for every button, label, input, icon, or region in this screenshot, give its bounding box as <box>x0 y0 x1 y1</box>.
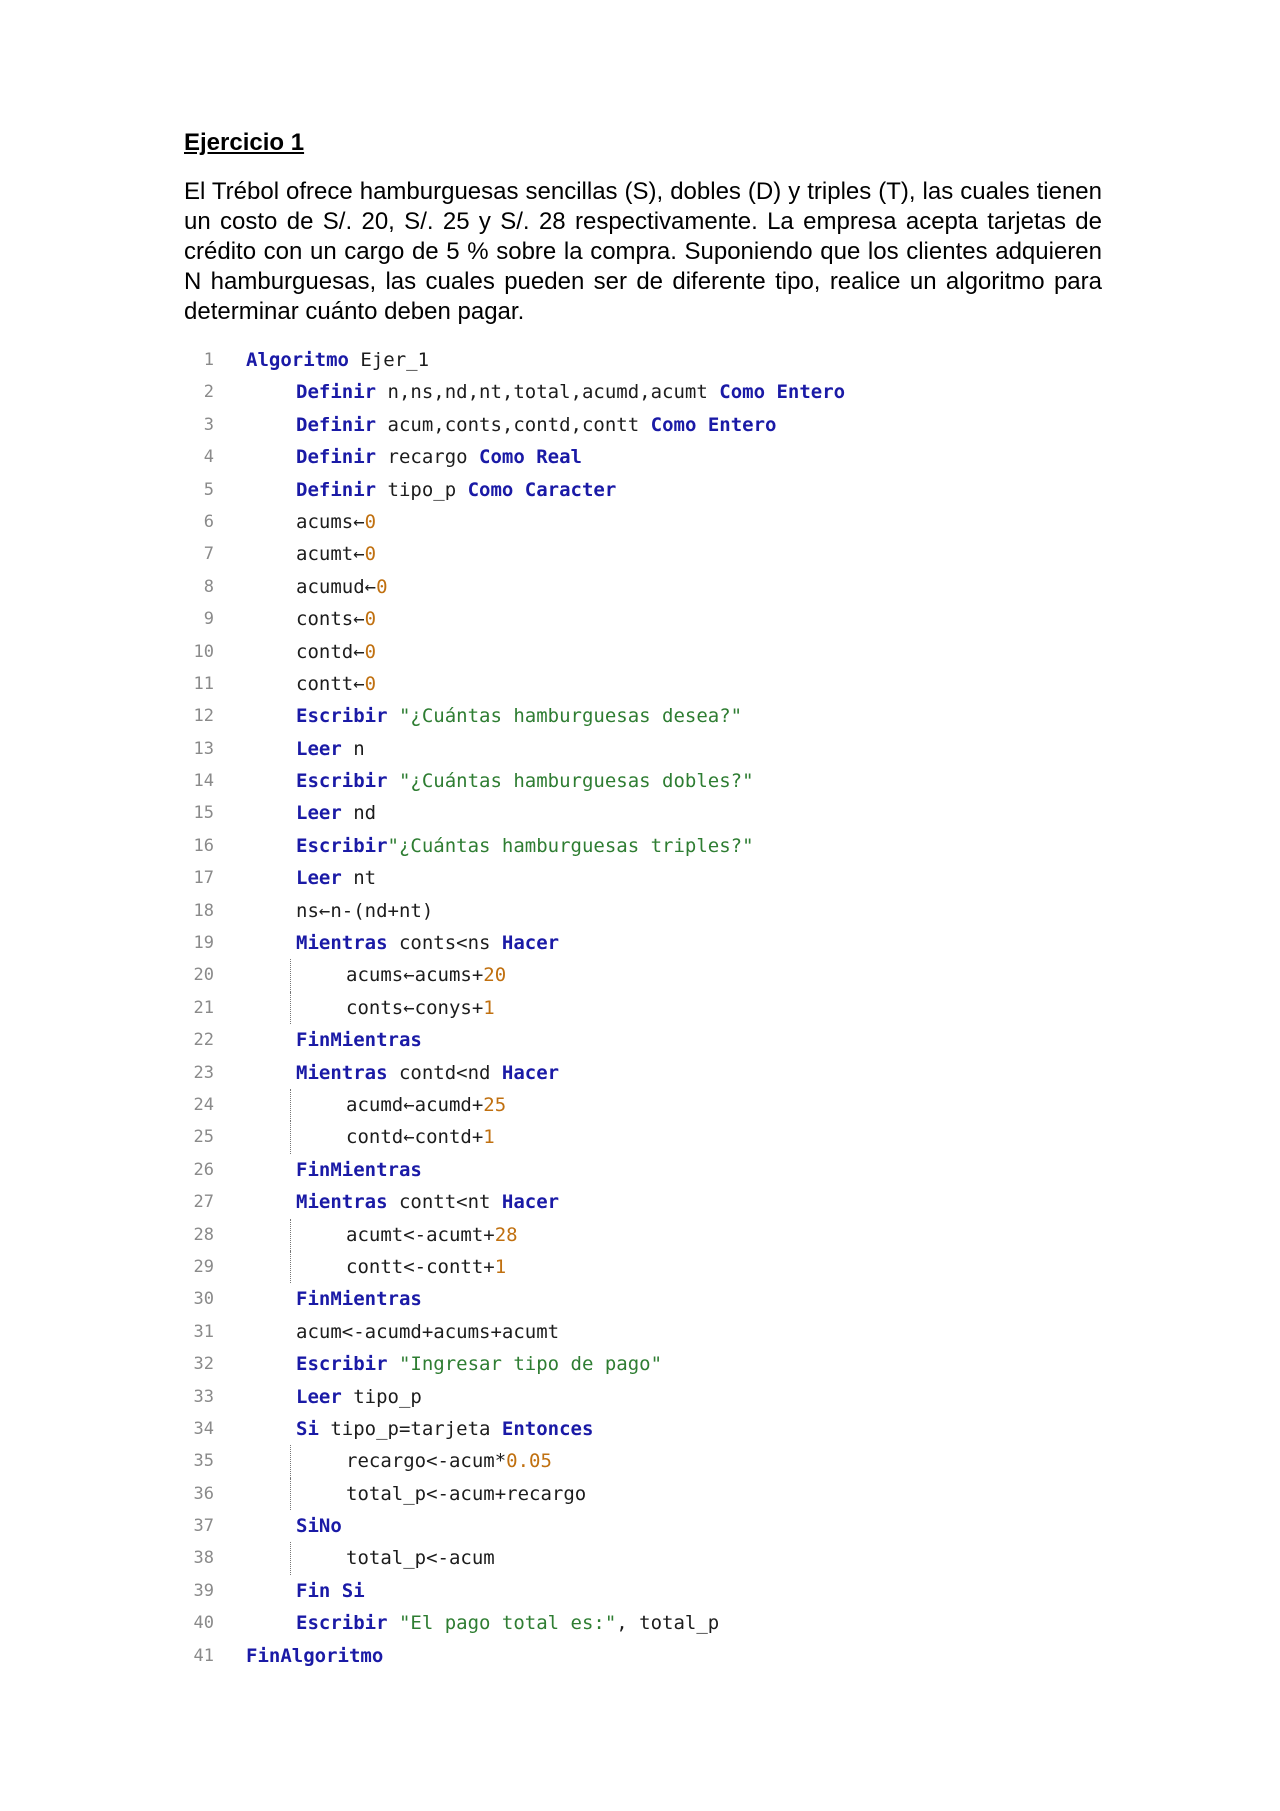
exercise-title: Ejercicio 1 <box>184 129 305 156</box>
keyword-token: Fin Si <box>296 1579 365 1602</box>
number-token: 0 <box>364 608 377 631</box>
line-number: 13 <box>193 738 214 759</box>
code-content <box>296 603 376 635</box>
line-number: 35 <box>193 1451 214 1472</box>
code-content <box>346 1478 586 1510</box>
number-token: 0 <box>376 575 388 598</box>
identifier-token: contt← <box>296 672 365 695</box>
identifier-token: acumd←acumd+ <box>346 1093 484 1116</box>
string-token: "Ingresar tipo de pago" <box>387 1353 663 1376</box>
indent-guide <box>290 1089 291 1121</box>
code-content <box>296 1024 422 1056</box>
identifier-token: Ejer_1 <box>348 349 430 371</box>
code-line <box>184 1316 1084 1348</box>
code-line <box>184 733 1084 765</box>
code-line <box>184 1089 1084 1121</box>
code-line <box>184 1510 1084 1542</box>
string-token: "¿Cuántas hamburguesas triples?" <box>387 834 754 857</box>
line-number: 19 <box>193 933 214 954</box>
code-content <box>296 700 742 732</box>
code-content <box>246 1640 383 1672</box>
code-line <box>184 1445 1084 1477</box>
code-content <box>296 797 376 829</box>
number-token: 1 <box>483 996 495 1019</box>
keyword-token: Leer <box>296 802 342 825</box>
code-line <box>184 1575 1084 1607</box>
code-line <box>184 409 1084 441</box>
code-content <box>346 1219 518 1251</box>
code-line <box>184 1121 1084 1153</box>
keyword-token: Como Entero <box>650 413 777 436</box>
code-line <box>184 571 1084 603</box>
code-content <box>296 927 559 959</box>
keyword-token: Leer <box>296 867 342 890</box>
identifier-token: acumt<-acumt+ <box>346 1223 495 1246</box>
line-number: 12 <box>193 706 214 727</box>
keyword-token: Leer <box>296 737 342 760</box>
line-number: 25 <box>193 1127 214 1148</box>
keyword-token: Definir <box>296 478 377 501</box>
number-token: 0 <box>364 510 377 533</box>
line-number: 38 <box>193 1548 214 1569</box>
code-line <box>184 1251 1084 1283</box>
line-number: 6 <box>203 511 214 532</box>
line-number: 32 <box>193 1354 214 1375</box>
line-number: 31 <box>193 1321 214 1342</box>
code-content <box>346 1445 552 1477</box>
line-number: 20 <box>193 965 214 986</box>
code-content <box>296 1348 662 1380</box>
code-content <box>296 474 616 506</box>
code-content <box>296 636 376 668</box>
line-number: 2 <box>203 382 214 403</box>
line-number: 23 <box>193 1062 214 1083</box>
code-content <box>296 1316 559 1348</box>
identifier-token: acum<-acumd+acums+acumt <box>296 1320 560 1343</box>
code-content <box>296 1510 342 1542</box>
code-line <box>184 1186 1084 1218</box>
code-line <box>184 1542 1084 1574</box>
indent-guide <box>290 1542 291 1574</box>
line-number: 37 <box>193 1516 214 1537</box>
number-token: 1 <box>494 1255 507 1278</box>
keyword-token: Escribir <box>296 1353 388 1376</box>
line-number: 17 <box>193 868 214 889</box>
code-content <box>296 571 388 603</box>
line-number: 16 <box>193 835 214 856</box>
keyword-token: Hacer <box>501 1061 560 1084</box>
keyword-token: Si <box>296 1417 319 1440</box>
identifier-token: acum,conts,contd,contt <box>376 413 651 436</box>
identifier-token: nt <box>341 867 377 890</box>
keyword-token: Definir <box>296 446 377 469</box>
code-line <box>184 441 1084 473</box>
identifier-token: total_p<-acum <box>346 1547 495 1570</box>
keyword-token: FinMientras <box>296 1029 422 1052</box>
number-token: 20 <box>483 964 507 987</box>
keyword-token: Algoritmo <box>246 349 349 371</box>
code-content <box>296 1057 559 1089</box>
indent-guide <box>290 1219 291 1251</box>
string-token: "¿Cuántas hamburguesas dobles?" <box>387 770 754 793</box>
identifier-token: contd<nd <box>387 1061 502 1084</box>
identifier-token: acumud← <box>296 575 377 598</box>
code-line <box>184 1381 1084 1413</box>
code-content <box>296 1607 719 1639</box>
code-content <box>296 765 754 797</box>
indent-guide <box>290 1445 291 1477</box>
code-content <box>296 376 845 408</box>
line-number: 27 <box>193 1192 214 1213</box>
number-token: 28 <box>494 1223 518 1246</box>
line-number: 9 <box>203 609 214 630</box>
code-content <box>346 1542 495 1574</box>
keyword-token: Mientras <box>296 1061 388 1084</box>
indent-guide <box>290 1121 291 1153</box>
code-line <box>184 668 1084 700</box>
code-content <box>296 409 776 441</box>
identifier-token: conts<ns <box>387 932 502 955</box>
code-line <box>184 959 1084 991</box>
code-content <box>346 1089 506 1121</box>
code-content <box>296 1381 422 1413</box>
keyword-token: Definir <box>296 381 377 404</box>
identifier-token: recargo<-acum* <box>346 1450 507 1473</box>
code-line <box>184 927 1084 959</box>
code-line <box>184 1154 1084 1186</box>
keyword-token: Mientras <box>296 932 388 955</box>
identifier-token: contd←contd+ <box>346 1126 484 1149</box>
number-token: 0 <box>364 640 377 663</box>
identifier-token: recargo <box>376 446 480 469</box>
line-number: 30 <box>193 1289 214 1310</box>
identifier-token: tipo_p <box>376 478 468 501</box>
code-content <box>346 1251 506 1283</box>
identifier-token: nd <box>341 802 377 825</box>
keyword-token: Como Entero <box>719 381 846 404</box>
keyword-token: FinAlgoritmo <box>246 1644 384 1667</box>
keyword-token: FinMientras <box>296 1288 422 1311</box>
code-line <box>184 344 1084 376</box>
identifier-token: conts← <box>296 608 365 631</box>
keyword-token: Escribir <box>296 770 388 793</box>
code-content <box>296 1154 422 1186</box>
line-number: 4 <box>203 447 214 468</box>
code-line <box>184 797 1084 829</box>
code-content <box>296 441 582 473</box>
keyword-token: FinMientras <box>296 1158 422 1181</box>
line-number: 36 <box>193 1483 214 1504</box>
code-line <box>184 603 1084 635</box>
code-line <box>184 1057 1084 1089</box>
code-line <box>184 1283 1084 1315</box>
identifier-token: tipo_p=tarjeta <box>318 1417 502 1440</box>
code-line <box>184 506 1084 538</box>
code-line <box>184 636 1084 668</box>
code-content <box>346 959 506 991</box>
identifier-token: acums←acums+ <box>346 964 484 987</box>
exercise-statement: El Trébol ofrece hamburguesas sencillas (S), dobles (D) y triples (T), las cuales tienen un costo de S/. 20, S/. 25 y S/. 28 respectivamente. La empresa acepta tarjetas de crédito con un cargo de 5 % sobre la compra. Suponiendo que los clientes adquieren N hamburguesas, las cuales pueden ser de diferente tipo, realice un algoritmo para determinar cuánto deben pagar. <box>184 178 1102 325</box>
keyword-token: Como Real <box>479 446 582 469</box>
code-content <box>346 1121 495 1153</box>
code-line <box>184 992 1084 1024</box>
code-content <box>296 538 376 570</box>
keyword-token: Leer <box>296 1385 342 1408</box>
keyword-token: Hacer <box>501 1191 560 1214</box>
identifier-token: , total_p <box>616 1612 720 1635</box>
line-number: 22 <box>193 1030 214 1051</box>
code-content <box>296 1575 365 1607</box>
string-token: "El pago total es:" <box>387 1612 617 1635</box>
line-number: 26 <box>193 1159 214 1180</box>
line-number: 1 <box>203 350 214 370</box>
line-number: 18 <box>193 900 214 921</box>
code-content <box>246 344 429 376</box>
code-line <box>184 474 1084 506</box>
identifier-token: contt<-contt+ <box>346 1255 495 1278</box>
code-line <box>184 1640 1084 1672</box>
indent-guide <box>290 1251 291 1283</box>
identifier-token: acums← <box>296 510 365 533</box>
identifier-token: contd← <box>296 640 365 663</box>
keyword-token: Hacer <box>501 932 560 955</box>
code-content <box>296 733 365 765</box>
number-token: 1 <box>483 1126 495 1149</box>
number-token: 0 <box>364 543 377 566</box>
line-number: 15 <box>193 803 214 824</box>
line-number: 3 <box>203 414 214 435</box>
code-line <box>184 1024 1084 1056</box>
code-content <box>296 506 376 538</box>
code-content <box>346 992 495 1024</box>
code-line <box>184 895 1084 927</box>
keyword-token: SiNo <box>296 1515 342 1538</box>
code-content <box>296 1186 559 1218</box>
code-line <box>184 700 1084 732</box>
code-line <box>184 1478 1084 1510</box>
identifier-token: total_p<-acum+recargo <box>346 1482 587 1505</box>
keyword-token: Entonces <box>501 1417 594 1440</box>
keyword-token: Escribir <box>296 705 388 728</box>
code-line <box>184 830 1084 862</box>
code-content <box>296 862 376 894</box>
keyword-token: Escribir <box>296 1612 388 1635</box>
code-line <box>184 1348 1084 1380</box>
number-token: 0.05 <box>506 1450 552 1473</box>
code-line <box>184 1413 1084 1445</box>
line-number: 34 <box>193 1418 214 1439</box>
code-content <box>296 895 433 927</box>
keyword-token: Escribir <box>296 834 388 857</box>
code-line <box>184 1219 1084 1251</box>
keyword-token: Definir <box>296 413 377 436</box>
code-line <box>184 765 1084 797</box>
indent-guide <box>290 959 291 991</box>
line-number: 24 <box>193 1094 214 1115</box>
identifier-token: n,ns,nd,nt,total,acumd,acumt <box>376 381 720 404</box>
line-number: 14 <box>193 771 214 792</box>
identifier-token: contt<nt <box>387 1191 502 1214</box>
code-line <box>184 862 1084 894</box>
line-number: 10 <box>193 641 214 662</box>
line-number: 21 <box>193 997 214 1018</box>
identifier-token: tipo_p <box>341 1385 422 1408</box>
string-token: "¿Cuántas hamburguesas desea?" <box>387 705 743 728</box>
indent-guide <box>290 992 291 1024</box>
number-token: 0 <box>364 672 377 695</box>
code-line <box>184 538 1084 570</box>
code-line <box>184 376 1084 408</box>
code-content <box>296 1413 593 1445</box>
code-content <box>296 830 754 862</box>
line-number: 11 <box>193 673 214 694</box>
line-number: 40 <box>193 1613 214 1634</box>
line-number: 5 <box>203 479 214 500</box>
code-content <box>296 1283 422 1315</box>
line-number: 41 <box>193 1645 214 1666</box>
line-number: 29 <box>193 1256 214 1277</box>
identifier-token: ns←n-(nd+nt) <box>296 899 434 922</box>
line-number: 39 <box>193 1580 214 1601</box>
line-number: 8 <box>203 576 214 597</box>
identifier-token: conts←conys+ <box>346 996 484 1019</box>
identifier-token: n <box>341 737 365 760</box>
line-number: 33 <box>193 1386 214 1407</box>
number-token: 25 <box>483 1093 507 1116</box>
pseudocode-listing <box>184 344 1084 1672</box>
keyword-token: Como Caracter <box>467 478 617 501</box>
indent-guide <box>290 1478 291 1510</box>
code-content <box>296 668 376 700</box>
code-line <box>184 1607 1084 1639</box>
line-number: 7 <box>203 544 214 565</box>
keyword-token: Mientras <box>296 1191 388 1214</box>
identifier-token: acumt← <box>296 543 365 566</box>
line-number: 28 <box>193 1224 214 1245</box>
